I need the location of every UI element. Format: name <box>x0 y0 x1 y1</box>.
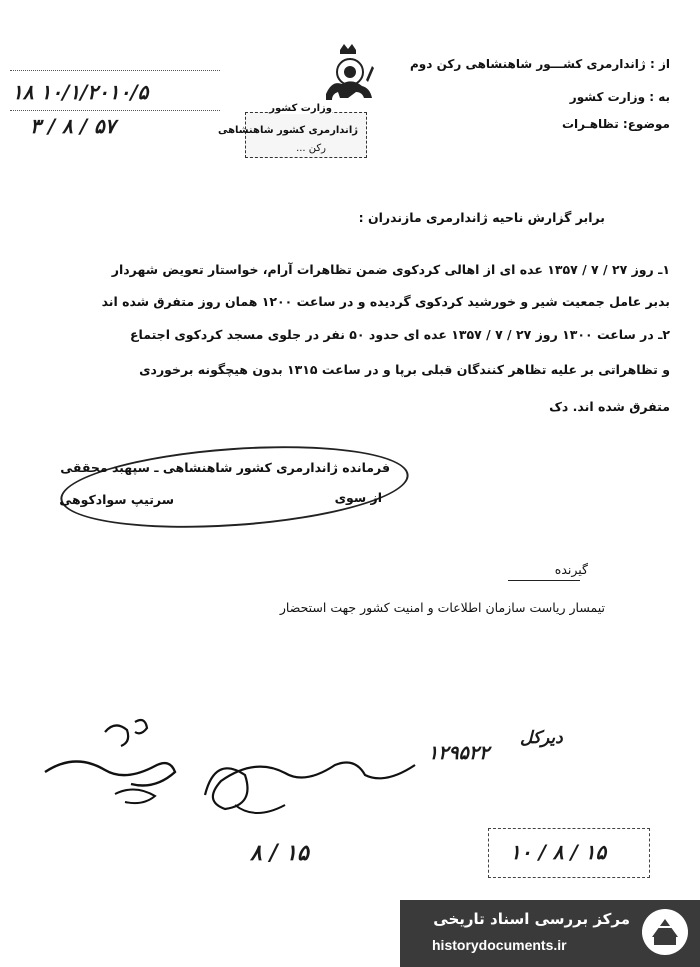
footer-url[interactable]: historydocuments.ir <box>432 937 567 953</box>
signature-line-3: سرتیپ سوادکوهی <box>59 492 174 507</box>
annotation-bottom-right: ۱۵ / ۸ / ۱۰ <box>510 840 607 864</box>
letter-date: ۵۷ / ۸ / ۳ <box>30 114 116 138</box>
recipient-heading: گیرنده <box>554 562 588 577</box>
body-item1-line1: ۱ـ روز ۲۷ / ۷ / ۱۳۵۷ عده ای از اهالی کردکوی ضمن تظاهرات آرام، خواستار تعویض شهردار <box>111 262 670 277</box>
subject-label: موضوع: <box>622 117 670 131</box>
signature-oval <box>58 436 412 538</box>
stamp-line-3: رکن ... <box>296 143 326 154</box>
from-value: ژاندارمری کشـــور شاهنشاهی رکن دوم <box>410 57 646 71</box>
signature-line-2: از سوی <box>334 490 382 505</box>
body-item2-line1: ۲ـ در ساعت ۱۳۰۰ روز ۲۷ / ۷ / ۱۳۵۷ عده ای حدود ۵۰ نفر در جلوی مسجد کردکوی اجتماع <box>129 327 670 342</box>
body-item2-line2: و تظاهراتی بر علیه تظاهر کنندگان قبلی برپا و در ساعت ۱۳۱۵ بدون هیچگونه برخوردی <box>139 362 670 377</box>
lion-sun-emblem-icon <box>318 42 378 106</box>
handwritten-scribble-center <box>195 735 425 825</box>
stamp-line-1: وزارت کشور <box>269 103 332 114</box>
recipient-text: تیمسار ریاست سازمان اطلاعات و امنیت کشور جهت استحضار <box>279 600 605 615</box>
body-item1-line2: بدبر عامل جمعیت شیر و خورشید کردکوی گردیده و در ساعت ۱۲۰۰ همان روز متفرق شده اند <box>101 294 670 309</box>
archive-logo-icon <box>640 907 690 957</box>
annotation-ref-number: ۱۲۹۵۲۲ <box>428 742 490 764</box>
received-stamp <box>217 103 367 158</box>
handwritten-signature-left <box>35 712 195 812</box>
from-label: از : <box>650 57 670 71</box>
body-intro: برابر گزارش ناحیه ژاندارمری مازندران : <box>358 210 605 225</box>
to-label: به : <box>649 90 670 104</box>
letter-number: ۱۰/۱/۲۰۱۰/۵ ۱۸ <box>12 80 149 104</box>
stamp-line-2: ژاندارمری کشور شاهنشاهی <box>217 125 358 136</box>
footer-title: مرکز بررسی اسناد تاریخی <box>433 910 630 928</box>
body-item2-line3: متفرق شده اند. دک <box>549 399 670 414</box>
to-value: وزارت کشور <box>569 90 646 104</box>
subject-value: تظاهـرات <box>561 117 619 131</box>
annotation-ref-word: دیرکل <box>520 728 563 748</box>
annotation-page-mark: ۱۵ / ۸ <box>250 840 309 866</box>
signature-line-1: فرمانده ژاندارمری کشور شاهنشاهی ـ سپهبد محققی <box>60 460 390 475</box>
